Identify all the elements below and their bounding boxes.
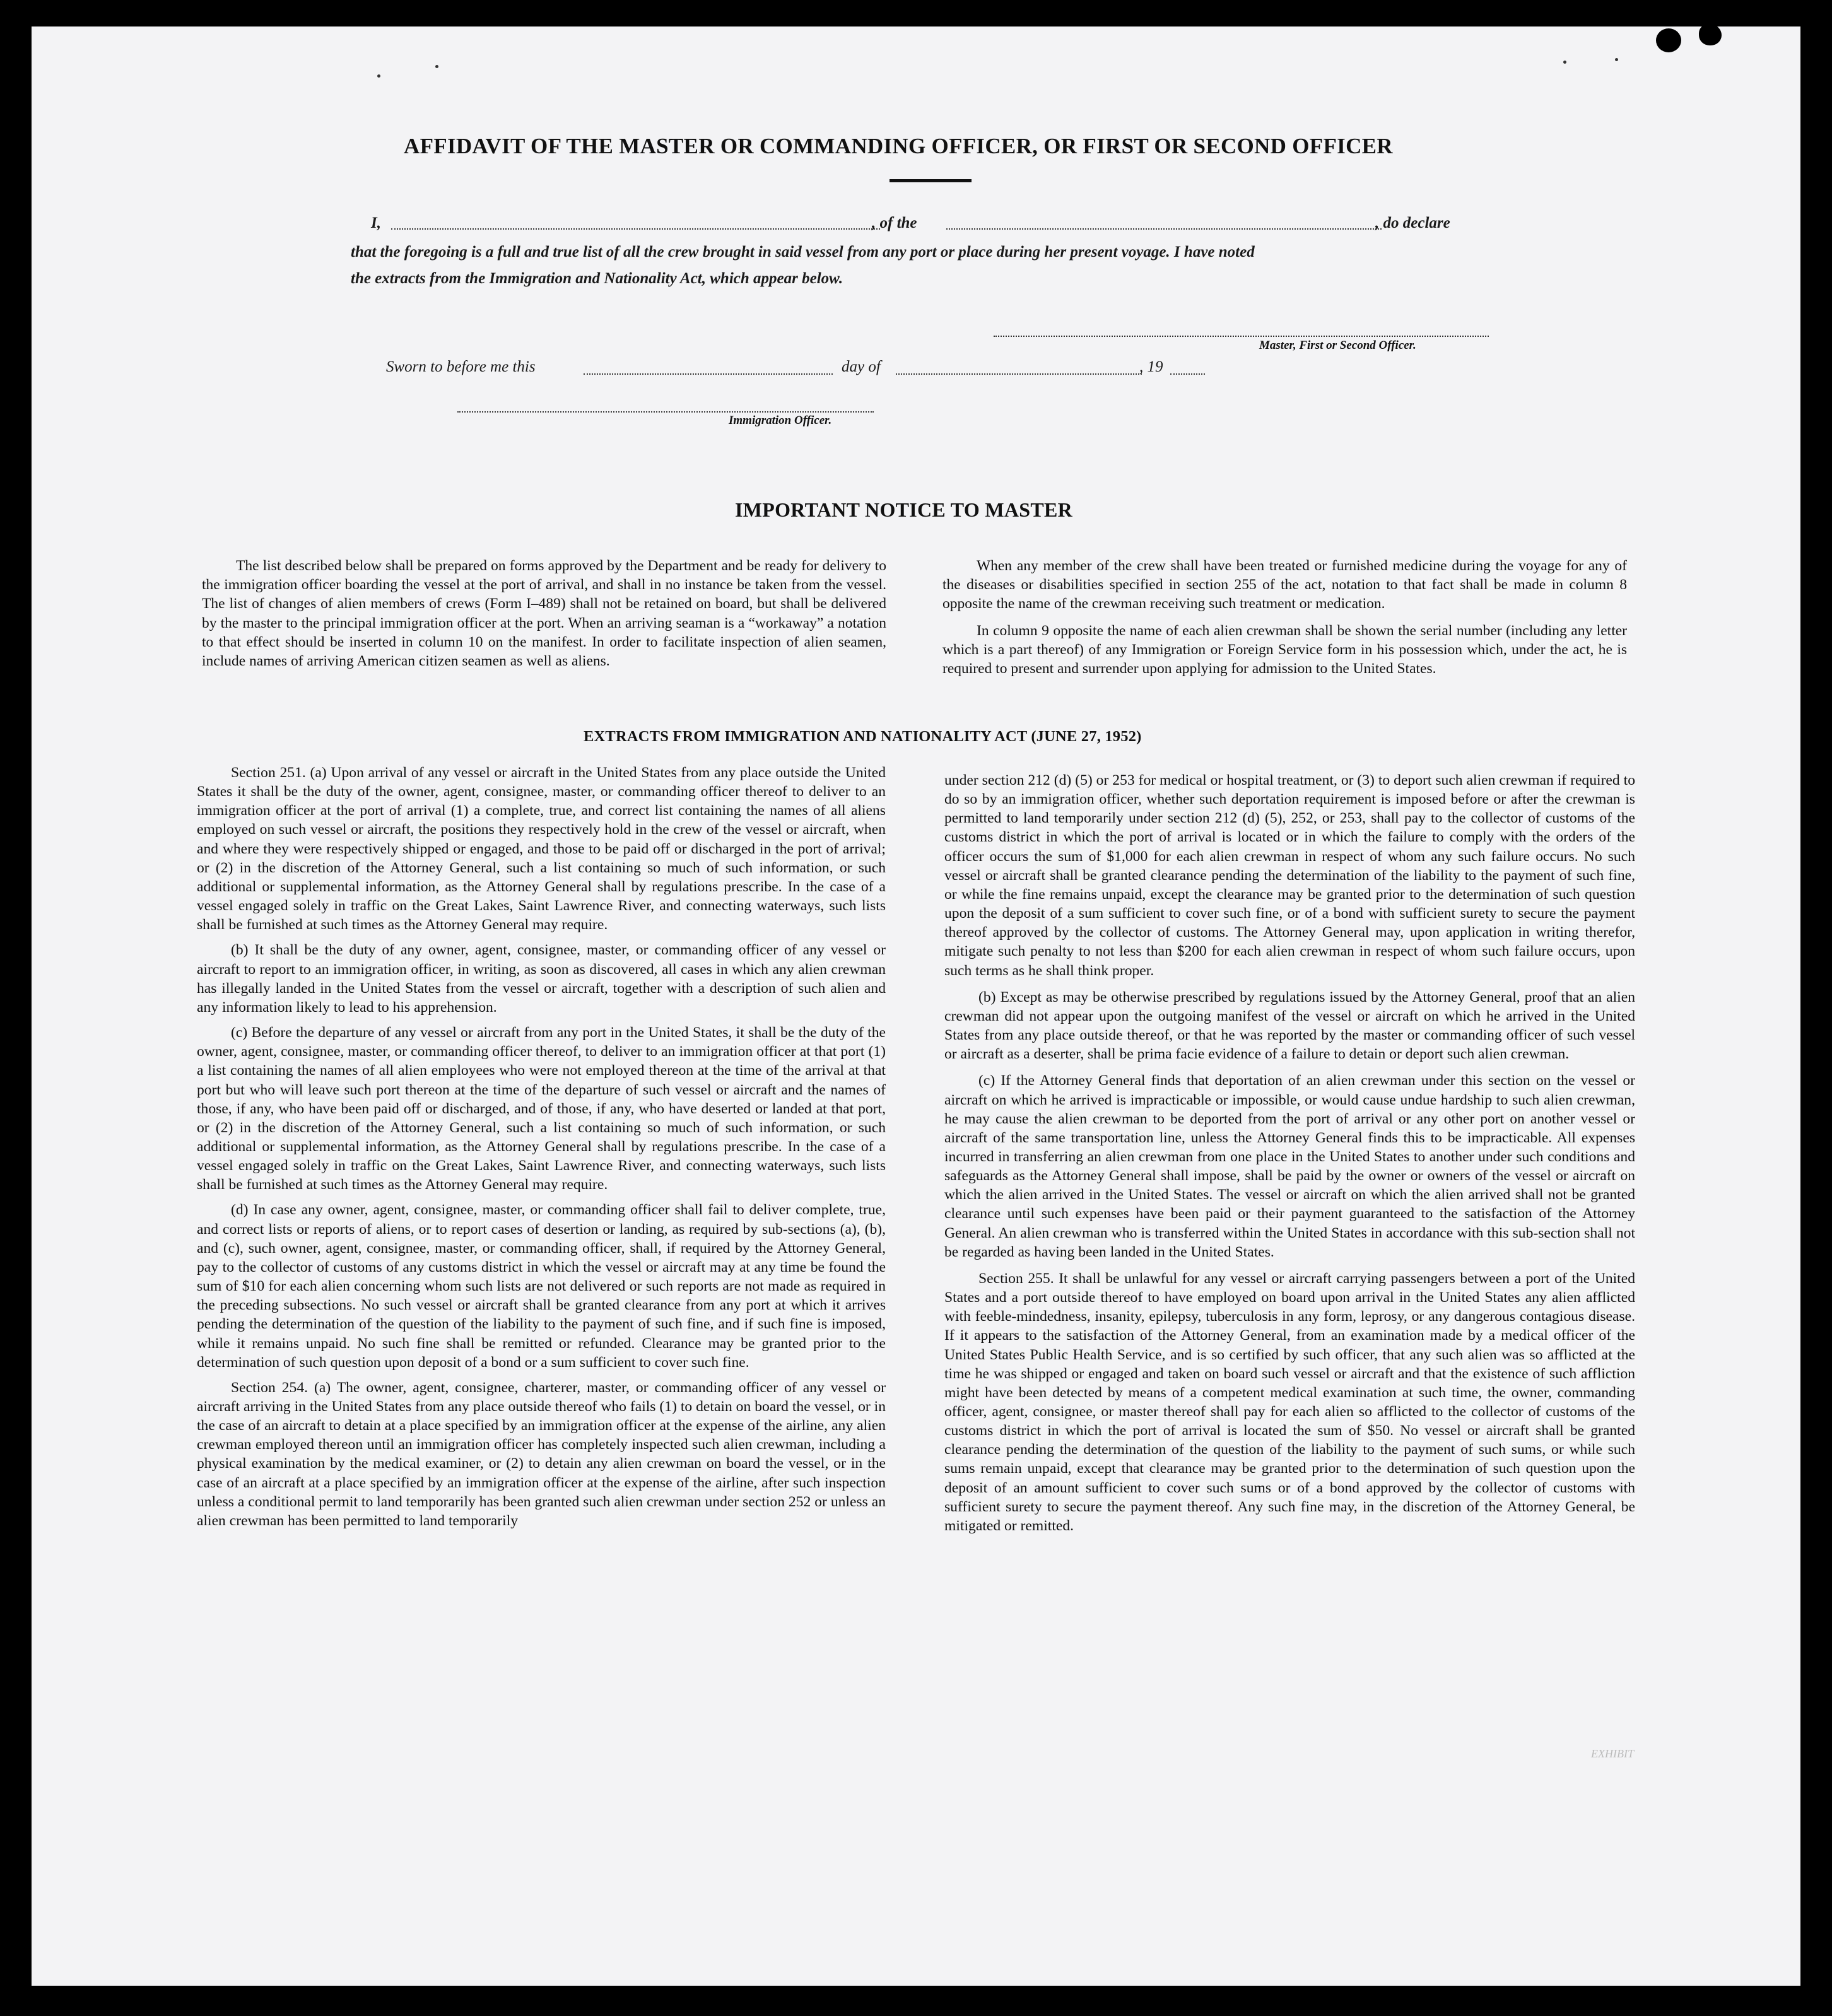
sworn-month-field[interactable] [896,373,1142,375]
notice-paragraph: In column 9 opposite the name of each alien crewman shall be shown the serial number (including any letter which is a part thereof) of any Immigration or Foreign Service form in his possession which, under the act, he is required to present and surrender upon applying for admission to the United States. [942,622,1627,677]
notice-title: IMPORTANT NOTICE TO MASTER [735,498,1073,521]
extracts-right-column [944,771,1635,1535]
declaration-text: the extracts from the Immigration and Nationality Act, which appear below. [351,270,843,287]
vessel-name-field[interactable] [946,228,1382,230]
sworn-label: Sworn to before me this [386,358,536,375]
ink-blot [1699,24,1722,45]
declarant-name-field[interactable] [391,228,880,230]
notice-left-column [202,556,886,671]
declaration-text: that the foregoing is a full and true list of all the crew brought in said vessel from any port or place during her present voyage. I have noted [351,243,1255,261]
immigration-officer-signature-field[interactable] [457,411,874,413]
section-254-a-continued: under section 212 (d) (5) or 253 for medical or hospital treatment, or (3) to deport such alien crewman if required to do so by an immigration officer, whether such deportation requirement is imposed before or after the crewman is permitted to land temporarily under section 212 (d) (5), 252, or 253, shall pay to the collector of customs of the customs district in which the port of arrival is located or in which the failure to comply with the orders of the officer occurs the sum of $1,000 for each alien crewman in respect of whom any such failure occurs. No such vessel or aircraft shall be granted clearance pending the determination of the liability to the payment of such fine, or while the fine remains unpaid, except the clearance may be granted prior to the determination of such question upon the deposit of a sum sufficient to cover such fine, or of a bond with sufficient surety to secure the payment thereof approved by the collector of customs. The Attorney General may, upon application in writing therefor, mitigate such penalty to not less than $200 for each alien crewman in respect of whom such failure occurs, upon such terms as he shall think proper. [944,772,1635,979]
of-the-label: , of the [872,214,917,231]
section-254-b: (b) Except as may be otherwise prescribed by regulations issued by the Attorney General, proof that an alien crewman did not appear upon the outgoing manifest of the vessel or aircraft on which he arrived in the United States from any place outside thereof, or that he was reported by the master or commanding officer of such vessel or aircraft as a deserter, shall be prima facie evidence of a failure to detain or deport such alien crewman. [944,988,1635,1063]
faint-margin-stamp: EXHIBIT [1591,1747,1634,1760]
speck [1563,61,1566,64]
section-251-b: (b) It shall be the duty of any owner, agent, consignee, master, or commanding officer of any vessel or aircraft to report to an immigration officer, in writing, as soon as discovered, all cases in which any alien crewman has illegally landed in the United States from the vessel or aircraft, together with a description of such alien and any information likely to lead to his apprehension. [197,942,886,1016]
notice-paragraph: The list described below shall be prepared on forms approved by the Department and be ready for delivery to the immigration officer boarding the vessel at the port of arrival, and shall in no instance be taken from the vessel. The list of changes of alien members of crews (Form I–489) shall not be retained on board, but shall be delivered by the master to the principal immigration officer at the port. When an arriving seaman is a “workaway” a notation to that effect should be inserted in column 10 on the manifest. In order to facilitate inspection of alien seamen, include names of arriving American citizen seamen as well as aliens. [202,558,886,670]
year-label: , 19 [1139,358,1163,375]
declarant-label: I, [371,214,381,231]
section-254-a: Section 254. (a) The owner, agent, consignee, charterer, master, or commanding officer of any vessel or aircraft arriving in the United States from any place outside thereof who fails (1) to detain on board the vessel, or in the case of an aircraft to detain at a place specified by an immigration officer at the expense of the airline, any alien crewman employed thereon until an immigration officer has completely inspected such alien crewman, including a physical examination by the medical examiner, or (2) to detain any alien crewman on board the vessel, or in the case of an aircraft at a place specified by an immigration officer at the expense of the airline, after such inspection unless a conditional permit to land temporarily has been granted such alien crewman under section 252 or unless an alien crewman has been permitted to land temporarily [197,1379,886,1529]
title-rule [890,179,972,182]
ink-blot [1656,28,1681,52]
speck [435,65,438,68]
section-251-d: (d) In case any owner, agent, consignee, master, or commanding officer shall fail to deliver complete, true, and correct lists or reports of aliens, or to report cases of desertion or landing, as required by sub-sections (a), (b), and (c), such owner, agent, consignee, master, or commanding officer, shall, if required by the Attorney General, pay to the collector of customs of any customs district in which the vessel or aircraft may at any time be found the sum of $10 for each alien concerning whom such lists are not delivered or such reports are not made as required in the preceding subsections. No such vessel or aircraft shall be granted clearance from any port at which it arrives pending the determination of the question of the liability to the payment of such fine, and if such fine is imposed, while it remains unpaid. No such fine shall be remitted or refunded. Clearance may be granted prior to the determination of such question upon deposit of a bond or a sum sufficient to cover such fine. [197,1202,886,1371]
master-caption: Master, First or Second Officer. [1259,339,1416,352]
section-254-c: (c) If the Attorney General finds that deportation of an alien crewman under this section on the vessel or aircraft on which he arrived is impracticable or impossible, or would cause undue hardship to such alien crewman, he may cause the alien crewman to be deported from the port of arrival or any other port on another vessel or aircraft of the same transportation line, unless the Attorney General finds this to be impracticable. All expenses incurred in transferring an alien crewman from one place in the United States to another under such conditions and safeguards as the Attorney General shall impose, shall be paid by the owner or owners of the vessel or aircraft on which the alien arrived in the United States. The vessel or aircraft on which the alien arrived shall not be granted clearance until such expenses have been paid or their payment guaranteed to the satisfaction of the Attorney General. An alien crewman who is transferred within the United States in accordance with this sub-section shall not be regarded as having been landed in the United States. [944,1072,1635,1260]
notice-right-column [942,556,1627,678]
master-signature-field[interactable] [994,336,1489,337]
section-251-c: (c) Before the departure of any vessel or aircraft from any port in the United States, it shall be the duty of the owner, agent, consignee, master, or commanding officer thereof, to deliver to an immigration officer at that port (1) a list containing the names of all alien employees who were not employed thereon at the time of the arrival at that port but who will leave such port thereon at the time of the departure of such vessel or aircraft and the names of those, if any, who have been paid off or discharged, and of those, if any, who have deserted or landed at that port, or (2) in the discretion of the Attorney General, such a list containing so much of such information, or such additional or supplemental information, as the Attorney General shall by regulations prescribe. In the case of a vessel engaged solely in traffic on the Great Lakes, Saint Lawrence River, and connecting waterways, such lists shall be furnished at such times as the Attorney General may require. [197,1024,886,1193]
extracts-left-column [197,763,886,1530]
section-251-a: Section 251. (a) Upon arrival of any vessel or aircraft in the United States from any place outside the United States it shall be the duty of the owner, agent, consignee, master, or commanding officer thereof to deliver to an immigration officer at the port of arrival (1) a complete, true, and correct list containing the names of all aliens employed on such vessel or aircraft, the positions they respectively hold in the crew of the vessel or aircraft, when and where they were respectively shipped or engaged, and those to be paid off or discharged in the port of arrival; or (2) in the discretion of the Attorney General, such a list containing so much of such information, or such additional or supplemental information, as the Attorney General shall by regulations prescribe. In the case of a vessel engaged solely in traffic on the Great Lakes, Saint Lawrence River, and connecting waterways, such lists shall be furnished at such times as the Attorney General may require. [197,765,886,934]
extracts-title: EXTRACTS FROM IMMIGRATION AND NATIONALITY ACT (JUNE 27, 1952) [584,728,1142,745]
sworn-day-field[interactable] [584,373,833,375]
speck [1615,58,1618,61]
section-255: Section 255. It shall be unlawful for any vessel or aircraft carrying passengers between a port of the United States and a port outside thereof to have employed on board upon arrival in the United States any alien afflicted with feeble-mindedness, insanity, epilepsy, tuberculosis in any form, leprosy, or any dangerous contagious disease. If it appears to the satisfaction of the Attorney General, from an examination made by a medical officer of the United States Public Health Service, and is so certified by such officer, that any such alien was so afflicted at the time he was shipped or engaged and taken on board such vessel or aircraft and that the existence of such affliction might have been detected by means of a competent medical examination at such time, the owner, commanding officer, agent, consignee, or master thereof shall pay for each alien so afflicted to the collector of customs of the customs district in which the port of arrival is located the sum of $50. No vessel or aircraft shall be granted clearance pending the determination of the question of the liability to the payment of such sums, or while such sums remain unpaid, except that clearance may be granted prior to the determination of such question upon the deposit of an amount sufficient to cover such sums or of a bond approved by the collector of customs with sufficient surety to secure the payment thereof. Any such fine may, in the discretion of the Attorney General, be mitigated or remitted. [944,1270,1635,1534]
notice-paragraph: When any member of the crew shall have been treated or furnished medicine during the voyage for any of the diseases or disabilities specified in section 255 of the act, notation to that fact shall be made in column 8 opposite the name of the crewman receiving such treatment or medication. [942,558,1627,612]
speck [377,74,380,78]
do-declare-label: , do declare [1375,214,1450,231]
day-of-label: day of [842,358,881,375]
sworn-year-field[interactable] [1170,373,1205,375]
immigration-officer-caption: Immigration Officer. [729,414,832,427]
affidavit-title: AFFIDAVIT OF THE MASTER OR COMMANDING OFFICER, OR FIRST OR SECOND OFFICER [404,134,1393,158]
